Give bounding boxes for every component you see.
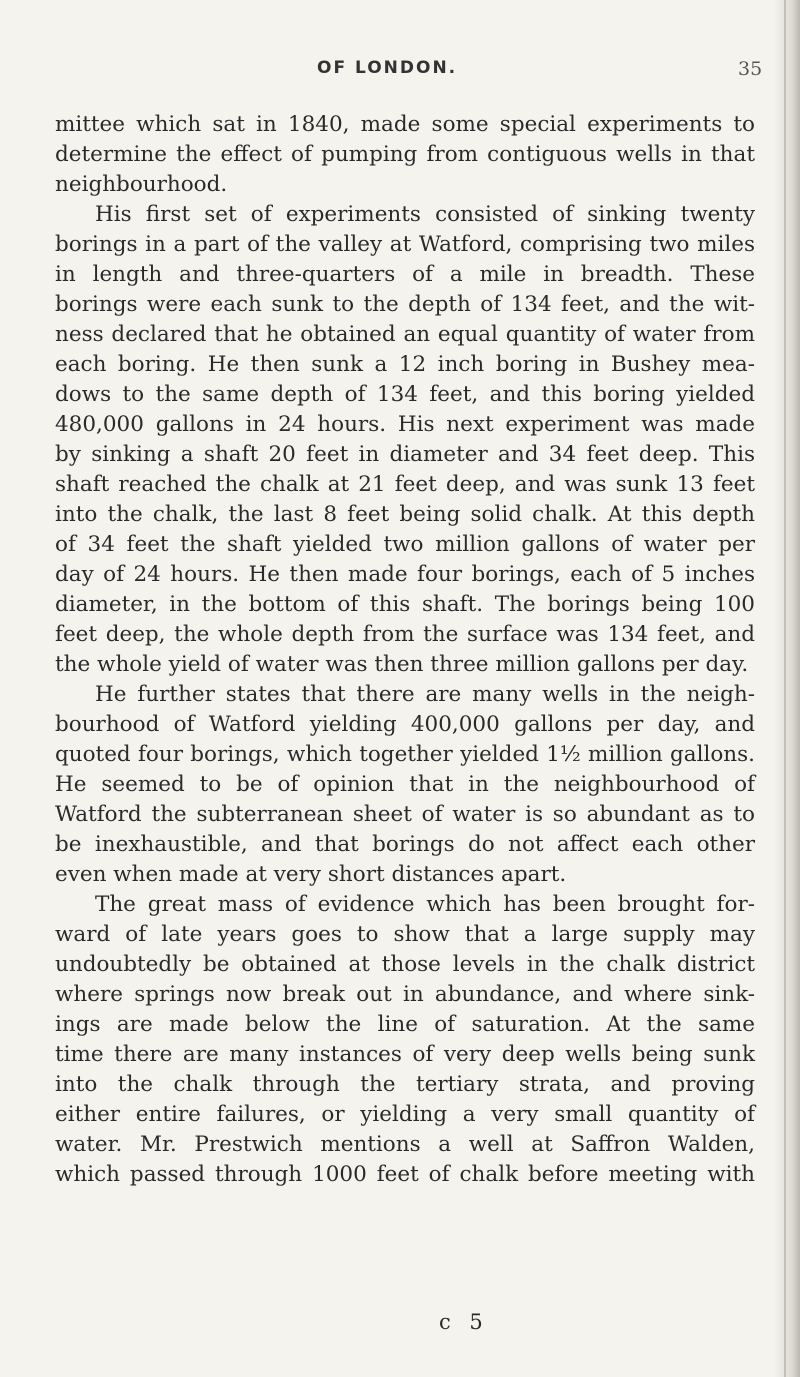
text-line: dows to the same depth of 134 feet, and this boring yielded bbox=[55, 382, 755, 407]
text-line: quoted four borings, which together yielded 1½ million gallons. bbox=[55, 742, 755, 767]
text-line: 480,000 gallons in 24 hours. His next experiment was made bbox=[55, 412, 755, 437]
text-line: ward of late years goes to show that a large supply may bbox=[55, 922, 755, 947]
signature-mark: c 5 bbox=[439, 1310, 489, 1334]
text-line: undoubtedly be obtained at those levels in the chalk district bbox=[55, 952, 755, 977]
text-line: even when made at very short distances apart. bbox=[55, 862, 567, 887]
running-title: OF LONDON. bbox=[317, 58, 458, 78]
text-line: time there are many instances of very deep wells being sunk bbox=[55, 1042, 755, 1067]
text-line: feet deep, the whole depth from the surface was 134 feet, and bbox=[55, 622, 755, 647]
running-head bbox=[0, 58, 800, 82]
text-line: He further states that there are many wells in the neigh- bbox=[95, 682, 755, 707]
text-line: into the chalk through the tertiary strata, and proving bbox=[55, 1072, 755, 1097]
text-line: borings were each sunk to the depth of 134 feet, and the wit- bbox=[55, 292, 755, 317]
text-line: day of 24 hours. He then made four borings, each of 5 inches bbox=[55, 562, 755, 587]
text-line: be inexhaustible, and that borings do not affect each other bbox=[55, 832, 755, 857]
text-line: The great mass of evidence which has been brought for- bbox=[95, 892, 755, 917]
page-edge-line bbox=[784, 0, 786, 1377]
text-line: Watford the subterranean sheet of water is so abundant as to bbox=[55, 802, 755, 827]
text-line: ings are made below the line of saturation. At the same bbox=[55, 1012, 755, 1037]
text-line: diameter, in the bottom of this shaft. The borings being 100 bbox=[55, 592, 755, 617]
text-line: the whole yield of water was then three million gallons per day. bbox=[55, 652, 749, 677]
text-line: where springs now break out in abundance, and where sink- bbox=[55, 982, 755, 1007]
text-line: His first set of experiments consisted of sinking twenty bbox=[95, 202, 755, 227]
text-line: in length and three-quarters of a mile in breadth. These bbox=[55, 262, 755, 287]
body-text bbox=[55, 110, 755, 1190]
text-line: neighbourhood. bbox=[55, 172, 228, 197]
text-line: which passed through 1000 feet of chalk before meeting with bbox=[55, 1162, 755, 1187]
text-line: bourhood of Watford yielding 400,000 gallons per day, and bbox=[55, 712, 755, 737]
text-line: shaft reached the chalk at 21 feet deep, and was sunk 13 feet bbox=[55, 472, 755, 497]
page-edge-shadow bbox=[774, 0, 800, 1377]
text-line: borings in a part of the valley at Watford, comprising two miles bbox=[55, 232, 755, 257]
text-line: mittee which sat in 1840, made some special experiments to bbox=[55, 112, 755, 137]
text-line: into the chalk, the last 8 feet being solid chalk. At this depth bbox=[55, 502, 755, 527]
text-line: either entire failures, or yielding a very small quantity of bbox=[55, 1102, 755, 1127]
text-line: of 34 feet the shaft yielded two million gallons of water per bbox=[55, 532, 755, 557]
text-line: He seemed to be of opinion that in the neighbourhood of bbox=[55, 772, 755, 797]
text-line: ness declared that he obtained an equal quantity of water from bbox=[55, 322, 755, 347]
page-number: 35 bbox=[738, 58, 763, 80]
text-line: water. Mr. Prestwich mentions a well at Saffron Walden, bbox=[55, 1132, 755, 1157]
text-line: each boring. He then sunk a 12 inch boring in Bushey mea- bbox=[55, 352, 755, 377]
text-line: determine the effect of pumping from contiguous wells in that bbox=[55, 142, 755, 167]
text-line: by sinking a shaft 20 feet in diameter and 34 feet deep. This bbox=[55, 442, 755, 467]
